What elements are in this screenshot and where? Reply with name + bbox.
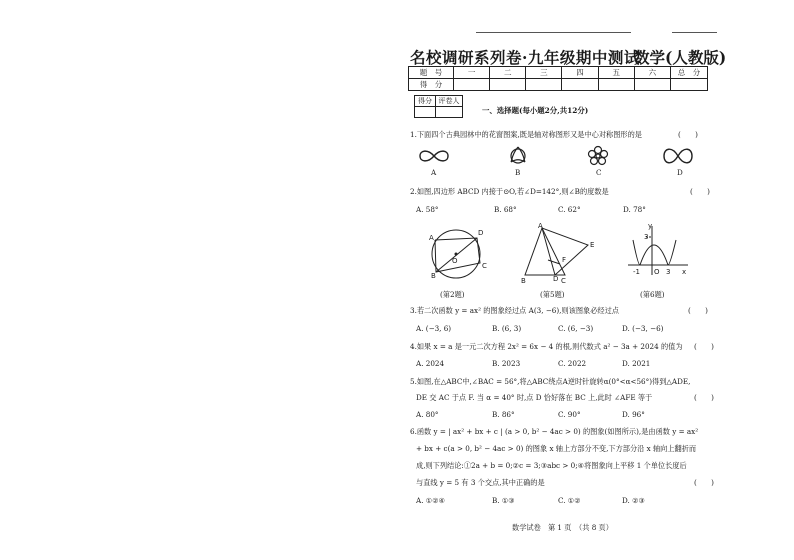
q6-answer-paren: ( ) bbox=[694, 478, 714, 487]
q4-option-d: D. 2021 bbox=[622, 359, 651, 368]
q4-option-b: B. 2023 bbox=[492, 359, 521, 368]
q2-text: 2.如图,四边形 ABCD 内接于⊙O,若∠D=142°,则∠B的度数是 bbox=[410, 187, 609, 196]
grader-score-label: 得分 bbox=[415, 96, 436, 107]
q3-option-b: B. (6, 3) bbox=[492, 324, 522, 333]
q6-line3: 成,则下列结论:①2a + b = 0;②c = 3;③abc > 0;④将图象向上平移 1 个单位长度后 bbox=[416, 461, 687, 470]
q2-option-c: C. 62° bbox=[558, 205, 581, 214]
q5-line2: DE 交 AC 于点 F. 当 α = 40° 时,点 D 恰好落在 BC 上,此时 ∠AFE 等于 bbox=[416, 393, 653, 402]
figure-q6-labels bbox=[633, 222, 686, 276]
fig2-label-o: O bbox=[452, 257, 458, 265]
exam-subject: 数学(人教版) bbox=[634, 48, 727, 67]
pattern-c-flower-icon bbox=[589, 147, 608, 165]
score-cell: 总 分 bbox=[671, 67, 708, 79]
q3-option-a: A. (−3, 6) bbox=[416, 324, 452, 333]
section-heading: 一、选择题(每小题2分,共12分) bbox=[482, 106, 589, 115]
exam-title: 名校调研系列卷·九年级期中测试 bbox=[410, 48, 640, 67]
figures-row bbox=[420, 220, 720, 290]
score-blank[interactable] bbox=[454, 79, 490, 91]
figure-q5-triangles bbox=[525, 228, 588, 275]
score-cell: 三 bbox=[526, 67, 562, 79]
figure-q2-labels bbox=[429, 229, 487, 280]
grader-score-blank[interactable] bbox=[415, 107, 436, 118]
score-blank[interactable] bbox=[562, 79, 598, 91]
q4-text: 4.如果 x = a 是一元二次方程 2x² = 6x − 4 的根,则代数式 a² − 3a + 2024 的值为 bbox=[410, 342, 683, 351]
q3-text: 3.若二次函数 y = ax² 的图象经过点 A(3, −6),则该图象必经过点 bbox=[410, 306, 619, 315]
q6-option-a: A. ①②④ bbox=[416, 496, 446, 505]
score-cell: 六 bbox=[634, 67, 670, 79]
q4-option-c: C. 2022 bbox=[558, 359, 587, 368]
score-blank[interactable] bbox=[671, 79, 708, 91]
fig2-label-b: B bbox=[431, 272, 436, 280]
score-cell: 得 分 bbox=[409, 79, 454, 91]
q2-option-a: A. 58° bbox=[416, 205, 439, 214]
q3-option-c: C. (6, −3) bbox=[558, 324, 594, 333]
q4-answer-paren: ( ) bbox=[694, 342, 714, 351]
q5-line1: 5.如图,在△ABC中,∠BAC = 56°,将△ABC绕点A逆时针旋转α(0°<α<56°)得到△ADE, bbox=[410, 377, 691, 386]
score-cell: 题 号 bbox=[409, 67, 454, 79]
q4-option-a: A. 2024 bbox=[416, 359, 445, 368]
q6-line1: 6.函数 y = | ax² + bx + c | (a > 0, b² − 4ac > 0) 的图象(如图所示),是由函数 y = ax² bbox=[410, 427, 699, 436]
fig6-label-3y: 3 bbox=[644, 233, 649, 241]
fig6-label-y: y bbox=[648, 222, 653, 230]
fig5-label-a: A bbox=[538, 222, 543, 230]
q6-option-d: D. ②③ bbox=[622, 496, 645, 505]
q3-option-d: D. (−3, −6) bbox=[622, 324, 664, 333]
score-cell: 四 bbox=[562, 67, 598, 79]
fig2-label-d: D bbox=[478, 229, 484, 237]
score-table-header-row bbox=[409, 67, 708, 79]
q5-option-a: A. 80° bbox=[416, 410, 439, 419]
fig5-label-b: B bbox=[521, 277, 526, 285]
score-blank[interactable] bbox=[490, 79, 526, 91]
q6-line2: + bx + c(a > 0, b² − 4ac > 0) 的图象 x 轴上方部分不变,下方部分沿 x 轴向上翻折而 bbox=[416, 444, 697, 453]
top-rule-left bbox=[476, 32, 631, 33]
page-footer: 数学试卷 第 1 页 （共 8 页） bbox=[512, 523, 613, 532]
score-blank[interactable] bbox=[598, 79, 634, 91]
fig2-label-c: C bbox=[482, 262, 487, 270]
fig5-label-e: E bbox=[590, 241, 595, 249]
q1-window-patterns bbox=[400, 140, 720, 180]
q2-option-b: B. 68° bbox=[494, 205, 517, 214]
fig2-label-a: A bbox=[429, 234, 434, 242]
q1-text: 1.下面四个古典园林中的花窗图案,既是轴对称图形又是中心对称图形的是 bbox=[410, 130, 642, 139]
grader-reviewer-label: 评卷人 bbox=[436, 96, 463, 107]
figure-q2-circle bbox=[432, 230, 480, 278]
fig5-label-d: D bbox=[553, 275, 559, 283]
fig6-label-3x: 3 bbox=[666, 268, 671, 276]
score-blank[interactable] bbox=[634, 79, 670, 91]
grader-box bbox=[414, 95, 463, 118]
pattern-d-bow-icon bbox=[664, 149, 692, 163]
q5-answer-paren: ( ) bbox=[694, 393, 714, 402]
q1-label-c: C bbox=[596, 168, 602, 177]
q6-line4: 与直线 y = 5 有 3 个交点,其中正确的是 bbox=[416, 478, 545, 487]
fig5-label-f: F bbox=[562, 256, 567, 264]
q3-answer-paren: ( ) bbox=[688, 306, 708, 315]
grader-reviewer-blank[interactable] bbox=[436, 107, 463, 118]
score-cell: 五 bbox=[598, 67, 634, 79]
q1-answer-paren: ( ) bbox=[678, 130, 698, 139]
score-blank[interactable] bbox=[526, 79, 562, 91]
q5-option-d: D. 96° bbox=[622, 410, 645, 419]
q2-answer-paren: ( ) bbox=[690, 187, 710, 196]
pattern-a-infinity-icon bbox=[420, 151, 448, 161]
q6-option-c: C. ①② bbox=[558, 496, 581, 505]
pattern-b-trefoil-icon bbox=[511, 147, 525, 163]
score-table bbox=[408, 66, 708, 91]
fig6-caption: (第6题) bbox=[640, 290, 665, 299]
q5-option-c: C. 90° bbox=[558, 410, 581, 419]
q1-label-d: D bbox=[677, 168, 683, 177]
q5-option-b: B. 86° bbox=[492, 410, 515, 419]
q1-label-b: B bbox=[515, 168, 521, 177]
score-cell: 二 bbox=[490, 67, 526, 79]
fig6-label-x: x bbox=[682, 268, 687, 276]
fig5-caption: (第5题) bbox=[540, 290, 565, 299]
fig5-label-c: C bbox=[561, 277, 566, 285]
fig6-label-o: O bbox=[654, 268, 660, 276]
score-cell: 一 bbox=[454, 67, 490, 79]
top-rule-right bbox=[672, 32, 717, 33]
figure-q5-labels bbox=[521, 222, 594, 285]
fig2-caption: (第2题) bbox=[440, 290, 465, 299]
q1-label-a: A bbox=[431, 168, 437, 177]
score-table-score-row bbox=[409, 79, 708, 91]
fig6-label-neg1: -1 bbox=[633, 268, 640, 276]
q2-option-d: D. 78° bbox=[623, 205, 646, 214]
q6-option-b: B. ①③ bbox=[492, 496, 515, 505]
